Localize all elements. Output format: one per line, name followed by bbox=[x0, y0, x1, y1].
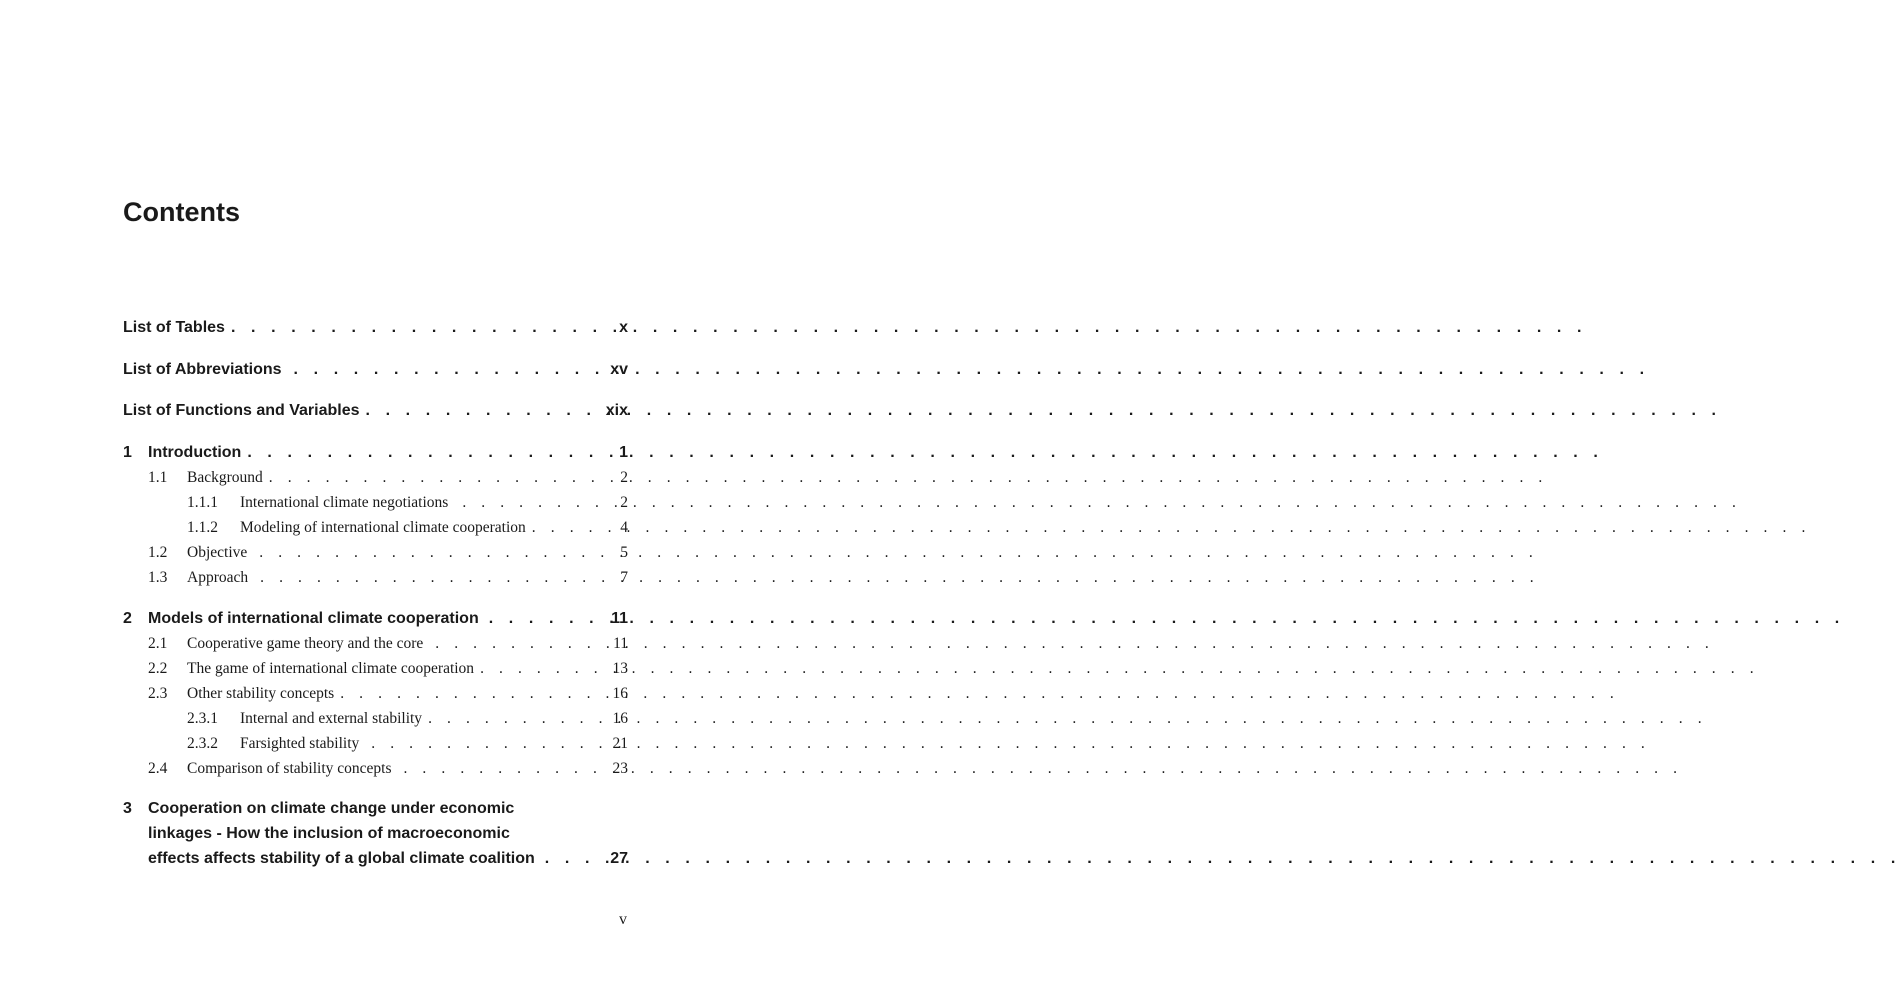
section-title: Comparison of stability concepts bbox=[187, 760, 392, 777]
toc-entry-list-of-abbreviations[interactable] bbox=[123, 360, 628, 380]
chapter-page: 1 bbox=[619, 444, 628, 461]
section-page: 13 bbox=[612, 660, 628, 677]
chapter-page: 11 bbox=[611, 610, 628, 627]
toc-section-1-1[interactable] bbox=[148, 468, 628, 488]
subsection-number: 2.3.2 bbox=[187, 735, 218, 752]
dot-leader bbox=[231, 318, 613, 338]
subsection-number: 1.1.1 bbox=[187, 494, 218, 511]
dot-leader bbox=[260, 568, 614, 588]
dot-leader bbox=[480, 659, 606, 679]
dot-leader bbox=[247, 443, 613, 463]
toc-section-1-3[interactable] bbox=[148, 568, 628, 588]
section-page: 11 bbox=[613, 635, 628, 652]
toc-chapter-2[interactable] bbox=[123, 609, 628, 629]
toc-entry-page: xix bbox=[605, 402, 628, 419]
toc-entry-title: List of Functions and Variables bbox=[123, 402, 360, 419]
toc-section-2-1[interactable] bbox=[148, 634, 628, 654]
toc-entry-list-of-functions[interactable] bbox=[123, 401, 628, 421]
toc-entry-title: List of Abbreviations bbox=[123, 361, 282, 378]
chapter-title-line-2: linkages - How the inclusion of macroeconomic bbox=[148, 825, 510, 842]
toc-section-2-2[interactable] bbox=[148, 659, 628, 679]
toc-chapter-3[interactable] bbox=[123, 799, 628, 874]
toc-subsection-1-1-1[interactable] bbox=[187, 493, 628, 513]
section-number: 2.1 bbox=[148, 635, 168, 652]
dot-leader bbox=[294, 360, 605, 380]
subsection-page: 4 bbox=[620, 519, 628, 536]
section-number: 2.3 bbox=[148, 685, 168, 702]
subsection-title: International climate negotiations bbox=[240, 494, 449, 511]
toc-section-1-2[interactable] bbox=[148, 543, 628, 563]
chapter-number: 2 bbox=[123, 610, 132, 627]
toc-chapter-1[interactable] bbox=[123, 443, 628, 463]
chapter-number: 1 bbox=[123, 444, 132, 461]
dot-leader bbox=[489, 609, 605, 629]
toc-entry-list-of-tables[interactable] bbox=[123, 318, 628, 338]
toc-entry-title: List of Tables bbox=[123, 319, 225, 336]
section-number: 1.2 bbox=[148, 544, 168, 561]
dot-leader bbox=[428, 709, 606, 729]
section-page: 23 bbox=[612, 760, 628, 777]
toc-subsection-2-3-2[interactable] bbox=[187, 734, 628, 754]
section-number: 2.4 bbox=[148, 760, 168, 777]
section-title: Other stability concepts bbox=[187, 685, 335, 702]
subsection-title: Farsighted stability bbox=[240, 735, 360, 752]
section-title: Cooperative game theory and the core bbox=[187, 635, 424, 652]
section-number: 1.1 bbox=[148, 469, 168, 486]
chapter-title: Introduction bbox=[148, 444, 242, 461]
toc-entry-page: xv bbox=[610, 361, 628, 378]
subsection-number: 1.1.2 bbox=[187, 519, 218, 536]
dot-leader bbox=[462, 493, 614, 513]
subsection-page: 16 bbox=[612, 710, 628, 727]
section-page: 5 bbox=[620, 544, 628, 561]
dot-leader bbox=[403, 759, 606, 779]
dot-leader bbox=[340, 684, 606, 704]
chapter-title-line-3: effects affects stability of a global climate coalition bbox=[148, 850, 535, 867]
chapter-page: 27 bbox=[610, 850, 628, 867]
dot-leader bbox=[365, 401, 599, 421]
subsection-title: Modeling of international climate cooperation bbox=[240, 519, 526, 536]
dot-leader bbox=[371, 734, 606, 754]
section-title: The game of international climate cooperation bbox=[187, 660, 475, 677]
section-page: 2 bbox=[620, 469, 628, 486]
toc-subsection-1-1-2[interactable] bbox=[187, 518, 628, 538]
chapter-number: 3 bbox=[123, 800, 132, 817]
dot-leader bbox=[435, 634, 607, 654]
subsection-number: 2.3.1 bbox=[187, 710, 218, 727]
chapter-title: Models of international climate cooperation bbox=[148, 610, 479, 627]
section-page: 16 bbox=[612, 685, 628, 702]
toc-section-2-3[interactable] bbox=[148, 684, 628, 704]
section-title: Objective bbox=[187, 544, 248, 561]
chapter-title-line-1: Cooperation on climate change under economic bbox=[148, 800, 515, 817]
section-title: Approach bbox=[187, 569, 249, 586]
page-title: Contents bbox=[123, 197, 240, 227]
toc-entry-page: x bbox=[619, 319, 628, 336]
section-number: 2.2 bbox=[148, 660, 168, 677]
dot-leader bbox=[545, 849, 604, 869]
section-page: 7 bbox=[620, 569, 628, 586]
toc-subsection-2-3-1[interactable] bbox=[187, 709, 628, 729]
dot-leader bbox=[532, 518, 614, 538]
section-number: 1.3 bbox=[148, 569, 168, 586]
dot-leader bbox=[269, 468, 614, 488]
page-folio: v bbox=[619, 911, 627, 928]
section-title: Background bbox=[187, 469, 263, 486]
subsection-page: 2 bbox=[620, 494, 628, 511]
subsection-title: Internal and external stability bbox=[240, 710, 423, 727]
toc-section-2-4[interactable] bbox=[148, 759, 628, 779]
subsection-page: 21 bbox=[612, 735, 628, 752]
dot-leader bbox=[259, 543, 614, 563]
